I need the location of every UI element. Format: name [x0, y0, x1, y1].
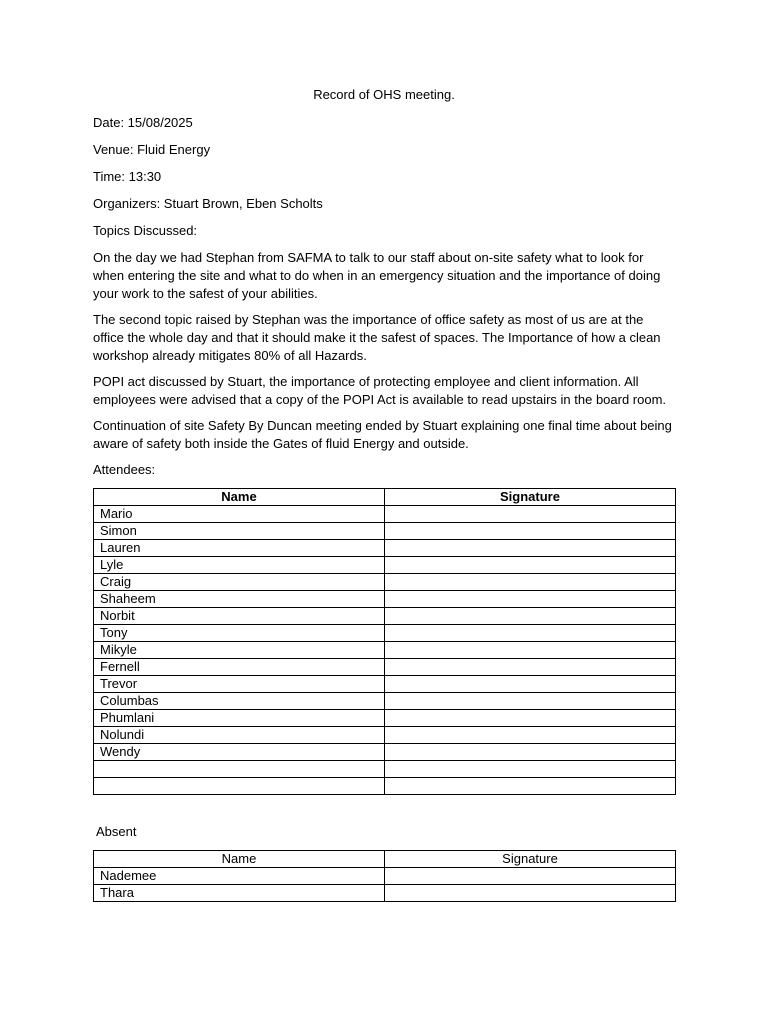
attendee-name-cell: Phumlani	[94, 710, 385, 727]
table-row	[94, 761, 676, 778]
table-row	[94, 868, 676, 885]
table-row	[94, 608, 676, 625]
meeting-organizers: Organizers: Stuart Brown, Eben Scholts	[93, 196, 323, 211]
table-row	[94, 727, 676, 744]
document-title: Record of OHS meeting.	[313, 87, 455, 102]
table-header-row	[94, 489, 676, 506]
attendee-name-cell: Craig	[94, 574, 385, 591]
signature-cell	[385, 761, 676, 778]
signature-cell	[385, 574, 676, 591]
attendee-name-cell: Lauren	[94, 540, 385, 557]
attendee-name-cell: Shaheem	[94, 591, 385, 608]
attendee-name-cell: Norbit	[94, 608, 385, 625]
signature-cell	[385, 557, 676, 574]
column-header-signature: Signature	[385, 851, 676, 868]
table-row	[94, 574, 676, 591]
signature-cell	[385, 727, 676, 744]
table-row	[94, 625, 676, 642]
document-page	[93, 86, 675, 902]
attendee-name-cell: Columbas	[94, 693, 385, 710]
topic-paragraph: Continuation of site Safety By Duncan meeting ended by Stuart explaining one final time about being aware of safety both inside the Gates of fluid Energy and outside.	[93, 418, 672, 451]
attendee-name-cell: Wendy	[94, 744, 385, 761]
table-row	[94, 710, 676, 727]
attendee-name-cell: Nolundi	[94, 727, 385, 744]
signature-cell	[385, 540, 676, 557]
table-row	[94, 591, 676, 608]
signature-cell	[385, 693, 676, 710]
column-header-name: Name	[94, 489, 385, 506]
signature-cell	[385, 868, 676, 885]
table-header-row	[94, 851, 676, 868]
column-header-signature: Signature	[385, 489, 676, 506]
signature-cell	[385, 608, 676, 625]
absent-name-cell: Nademee	[94, 868, 385, 885]
signature-cell	[385, 710, 676, 727]
attendee-name-cell: Mikyle	[94, 642, 385, 659]
signature-cell	[385, 885, 676, 902]
attendees-table	[93, 488, 676, 795]
absent-table	[93, 850, 676, 902]
table-row	[94, 778, 676, 795]
signature-cell	[385, 523, 676, 540]
attendee-name-cell: Simon	[94, 523, 385, 540]
signature-cell	[385, 778, 676, 795]
table-row	[94, 693, 676, 710]
topics-label: Topics Discussed:	[93, 223, 198, 238]
attendee-name-cell: Trevor	[94, 676, 385, 693]
absent-name-cell: Thara	[94, 885, 385, 902]
attendee-name-cell: Tony	[94, 625, 385, 642]
attendee-name-cell: Lyle	[94, 557, 385, 574]
table-row	[94, 885, 676, 902]
signature-cell	[385, 591, 676, 608]
attendee-name-cell	[94, 778, 385, 795]
topic-paragraph: On the day we had Stephan from SAFMA to talk to our staff about on-site safety what to look for when entering the site and what to do when in an emergency situation and the importance of doing your work to the safest of your abilities.	[93, 250, 661, 301]
attendee-name-cell: Mario	[94, 506, 385, 523]
meeting-date: Date: 15/08/2025	[93, 115, 193, 130]
meeting-venue: Venue: Fluid Energy	[93, 142, 211, 157]
attendee-name-cell: Fernell	[94, 659, 385, 676]
table-row	[94, 506, 676, 523]
table-row	[94, 540, 676, 557]
topic-paragraph: The second topic raised by Stephan was the importance of office safety as most of us are at the office the whole day and that it should make it the safest of spaces. The Importance of how a clean workshop already mitigates 80% of all Hazards.	[93, 312, 661, 363]
table-row	[94, 659, 676, 676]
column-header-name: Name	[94, 851, 385, 868]
signature-cell	[385, 744, 676, 761]
signature-cell	[385, 659, 676, 676]
signature-cell	[385, 506, 676, 523]
table-row	[94, 557, 676, 574]
table-row	[94, 744, 676, 761]
topic-paragraph: POPI act discussed by Stuart, the importance of protecting employee and client information. All employees were advised that a copy of the POPI Act is available to read upstairs in the board room.	[93, 374, 667, 407]
absent-label: Absent	[96, 824, 137, 839]
table-row	[94, 676, 676, 693]
signature-cell	[385, 642, 676, 659]
attendee-name-cell	[94, 761, 385, 778]
signature-cell	[385, 676, 676, 693]
signature-cell	[385, 625, 676, 642]
table-row	[94, 642, 676, 659]
meeting-time: Time: 13:30	[93, 169, 162, 184]
attendees-label: Attendees:	[93, 462, 156, 477]
table-row	[94, 523, 676, 540]
